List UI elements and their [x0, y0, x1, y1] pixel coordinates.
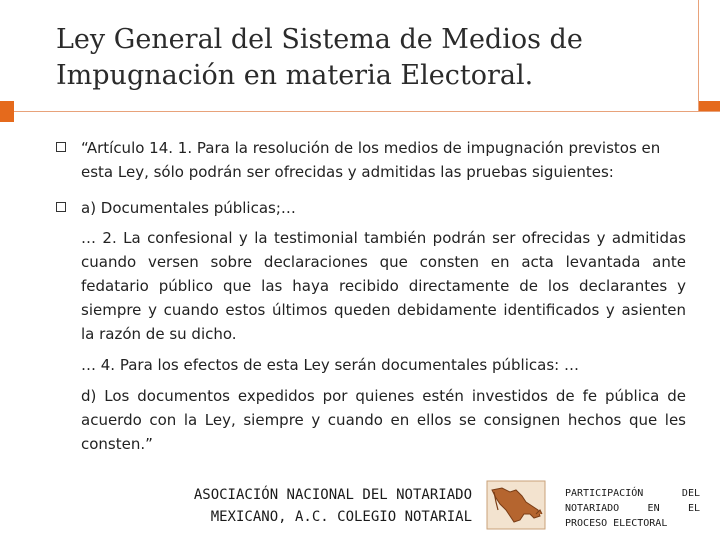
footer-event [565, 486, 700, 531]
title-line-1: Ley General del Sistema de Medios de [56, 24, 583, 55]
accent-vertical-rule [698, 0, 699, 112]
footer-org-line-1: ASOCIACIÓN NACIONAL DEL NOTARIADO [193, 487, 472, 503]
paragraph: d) Los documentos expedidos por quienes estén investidos de fe pública de acuerdo con la Ley, siempre y cuando en ellos se consignen hechos que les consten.” [81, 387, 686, 453]
footer-org-line-2: MEXICANO, A.C. COLEGIO NOTARIAL [210, 509, 472, 525]
title-line-2: Impugnación en materia Electoral. [56, 60, 534, 91]
mexico-map-logo-icon [486, 480, 546, 530]
accent-box-left [0, 101, 14, 122]
bullet-item [56, 196, 686, 220]
bullet-item [56, 136, 686, 184]
bullet-text: a) Documentales públicas;… [81, 199, 296, 217]
square-bullet-icon [56, 202, 66, 212]
slide-body [56, 136, 686, 463]
paragraph: … 4. Para los efectos de esta Ley serán documentales públicas: … [81, 356, 579, 374]
accent-box-right [699, 101, 720, 111]
square-bullet-icon [56, 142, 66, 152]
accent-horizontal-rule [14, 111, 720, 112]
footer-event-line-1: PARTICIPACIÓN DEL [565, 488, 700, 499]
page-title [56, 22, 656, 94]
footer-event-line-2: NOTARIADO EN EL [565, 503, 700, 514]
paragraph: … 2. La confesional y la testimonial también podrán ser ofrecidas y admitidas cuando versen sobre declaraciones que consten en acta levantada ante fedatario público que las haya recibido directamente de los declarantes y siempre y cuando estos últimos queden debidamente identificados y asienten la razón de su dicho. [81, 229, 686, 343]
footer-organization [100, 484, 472, 528]
footer-event-line-3: PROCESO ELECTORAL [565, 518, 668, 529]
bullet-text: “Artículo 14. 1. Para la resolución de los medios de impugnación previstos en esta Ley, sólo podrán ser ofrecidas y admitidas las pruebas siguientes: [81, 139, 661, 181]
